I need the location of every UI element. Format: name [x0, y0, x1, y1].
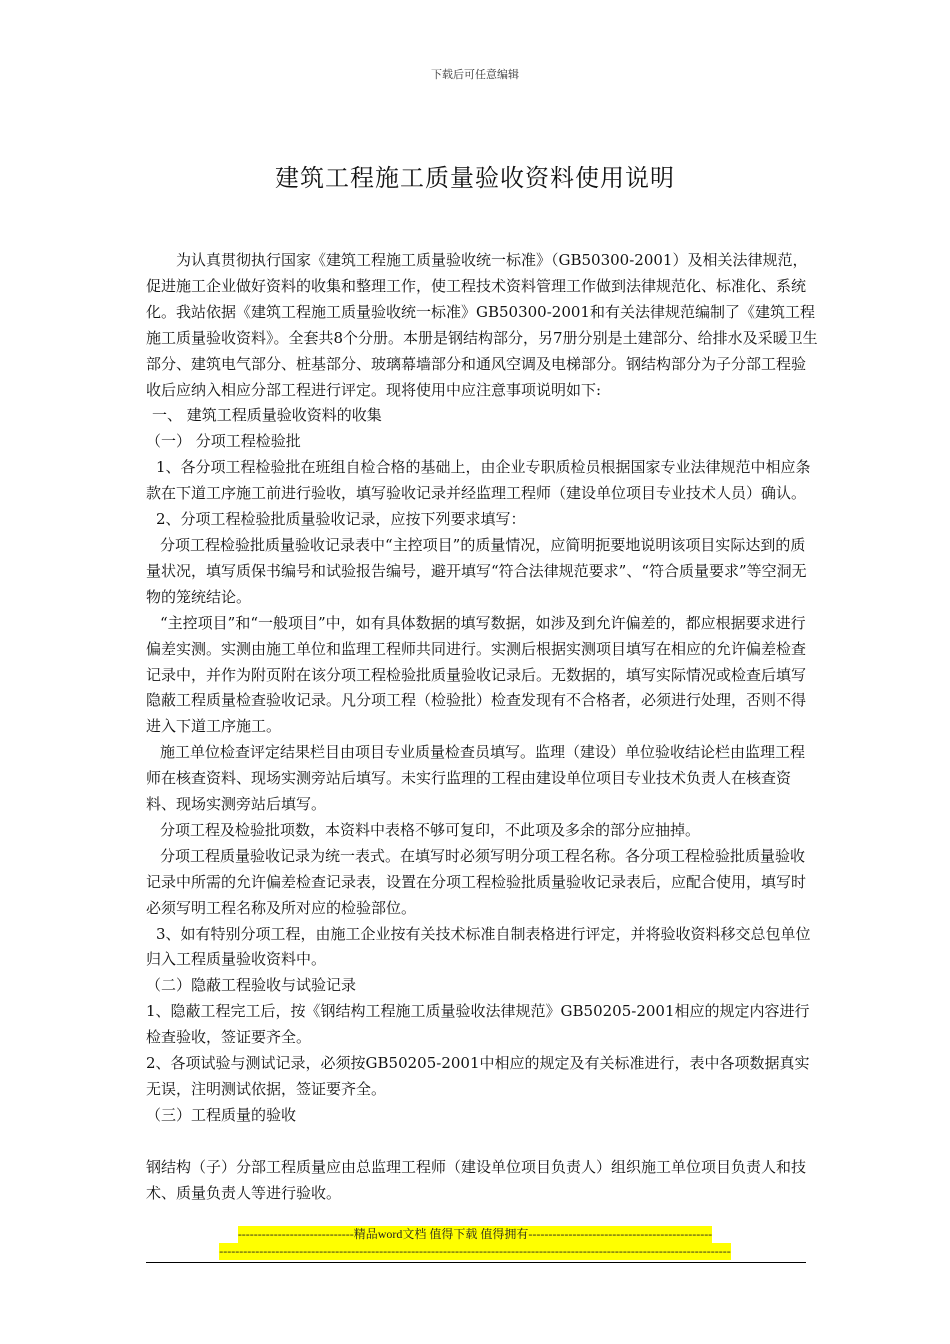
subsection-heading-1: （一） 分项工程检验批 [146, 432, 301, 451]
footer-banner-line-2: -------------------------------------------------------------------------------------------------------------------------------- [219, 1244, 731, 1258]
paragraph-general-items: “主控项目”和“一般项目”中，如有具体数据的填写数据，如涉及到允许偏差的，都应根据要求进行偏差实测。实测由施工单位和监理工程师共同进行。实测后根据实测项目填写在相应的允许偏差检查记录中，并作为附页附在该分项工程检验批质量验收记录后。无数据的，填写实际情况或检查后填写隐蔽工程质量检查验收记录。凡分项工程（检验批）检查发现有不合格者，必须进行处理，否则不得进入下道工序施工。 [146, 613, 807, 736]
paragraph-counts: 分项工程及检验批项数，本资料中表格不够可复印，不此项及多余的部分应抽掉。 [160, 820, 701, 839]
document-title: 建筑工程施工质量验收资料使用说明 [275, 164, 675, 192]
paragraph-item-2: 2、分项工程检验批质量验收记录，应按下列要求填写： [156, 510, 526, 529]
subsection-heading-3: （三）工程质量的验收 [146, 1105, 297, 1124]
section-heading-1: 一、 建筑工程质量验收资料的收集 [152, 406, 382, 425]
paragraph-acceptance: 钢结构（子）分部工程质量应由总监理工程师（建设单位项目负责人）组织施工单位项目负责人和技术、质量负责人等进行验收。 [146, 1157, 807, 1202]
footer-rule [146, 1262, 806, 1263]
paragraph-item-3: 3、如有特别分项工程，由施工企业按有关技术标准自制表格进行评定，并将验收资料移交总包单位归入工程质量验收资料中。 [146, 924, 811, 969]
paragraph-main-items: 分项工程检验批质量验收记录表中“主控项目”的质量情况，应简明扼要地说明该项目实际达到的质量状况，填写质保书编号和试验报告编号，避开填写“符合法律规范要求”、“符合质量要求”等空洞无物的笼统结论。 [146, 535, 807, 606]
footer-banner-line-1: -----------------------------精品word文档 值得下载 值得拥有---------------------------------------------- [237, 1227, 713, 1241]
footer-banner [0, 1226, 950, 1260]
subsection-heading-2: （二）隐蔽工程验收与试验记录 [146, 976, 357, 995]
page-header-note: 下载后可任意编辑 [431, 68, 519, 81]
paragraph-evaluation: 施工单位检查评定结果栏目由项目专业质量检查员填写。监理（建设）单位验收结论栏由监理工程师在核查资料、现场实测旁站后填写。未实行监理的工程由建设单位项目专业技术负责人在核查资料、现场实测旁站后填写。 [146, 743, 806, 814]
blank-line [146, 1129, 818, 1155]
paragraph-hidden-1: 1、隐蔽工程完工后，按《钢结构工程施工质量验收法律规范》GB50205-2001相应的规定内容进行检查验收，签证要齐全。 [146, 1002, 810, 1047]
paragraph-record-form: 分项工程质量验收记录为统一表式。在填写时必须写明分项工程名称。各分项工程检验批质量验收记录中所需的允许偏差检查记录表，设置在分项工程检验批质量验收记录表后，应配合使用，填写时必须写明工程名称及所对应的检验部位。 [146, 846, 807, 917]
document-body [146, 248, 818, 1207]
paragraph-item-1: 1、各分项工程检验批在班组自检合格的基础上，由企业专职质检员根据国家专业法律规范中相应条款在下道工序施工前进行验收，填写验收记录并经监理工程师（建设单位项目专业技术人员）确认。 [146, 458, 811, 503]
paragraph-hidden-2: 2、各项试验与测试记录，必须按GB50205-2001中相应的规定及有关标准进行，表中各项数据真实无误，注明测试依据，签证要齐全。 [146, 1054, 810, 1098]
paragraph-intro: 为认真贯彻执行国家《建筑工程施工质量验收统一标准》（GB50300-2001）及相关法律规范，促进施工企业做好资料的收集和整理工作，使工程技术资料管理工作做到法律规范化、标准化、系统化。我站依据《建筑工程施工质量验收统一标准》GB50300-2001和有关法律规范编制了《建筑工程施工质量验收资料》。全套共8个分册。本册是钢结构部分，另7册分别是土建部分、给排水及采暖卫生部分、建筑电气部分、桩基部分、玻璃幕墙部分和通风空调及电梯部分。钢结构部分为子分部工程验收后应纳入相应分部工程进行评定。现将使用中应注意事项说明如下: [146, 251, 818, 399]
